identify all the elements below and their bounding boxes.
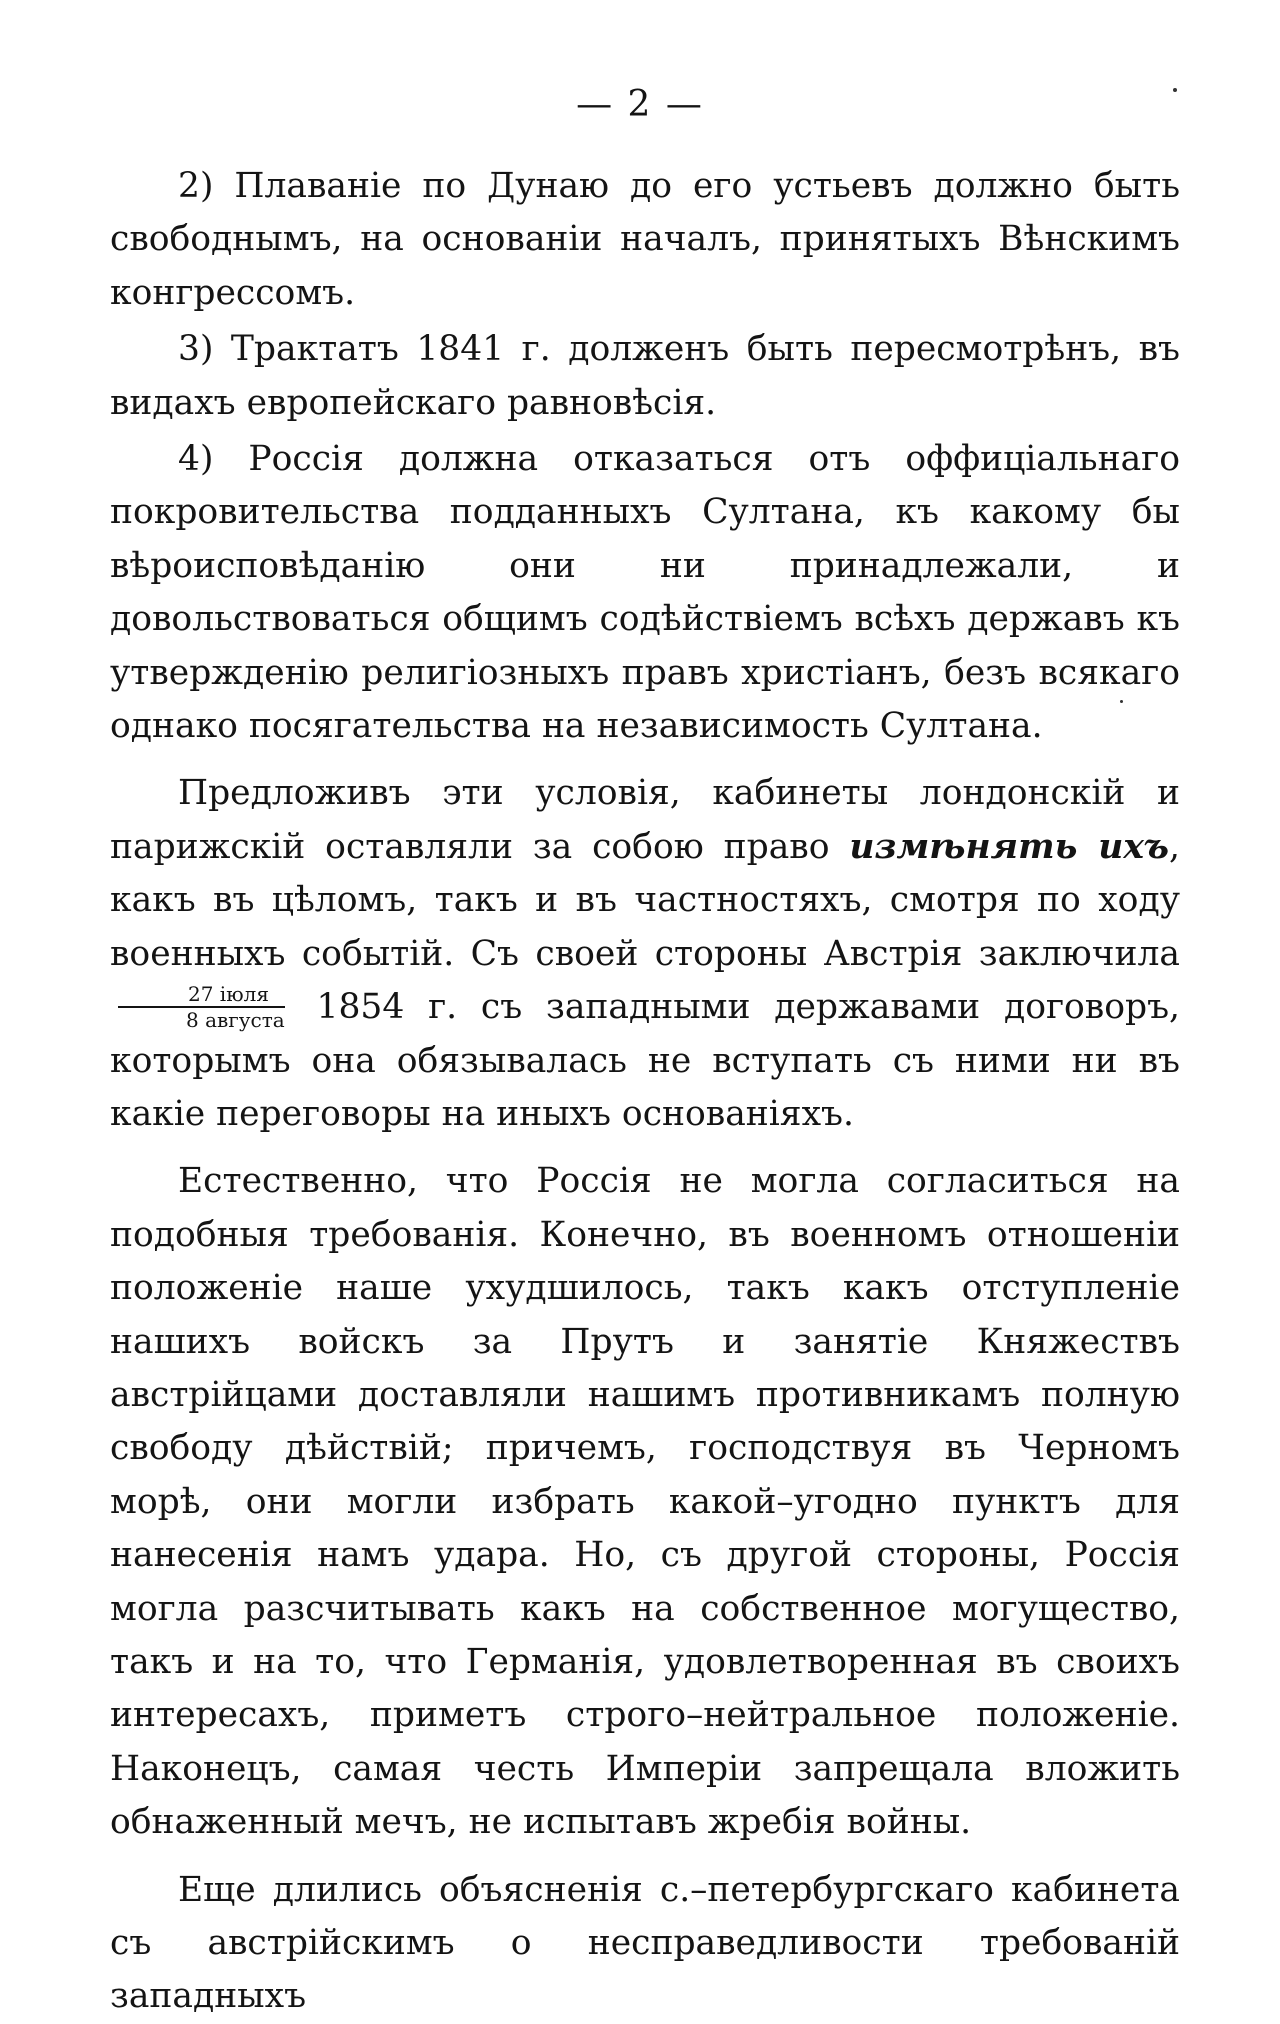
paragraph-5 — [110, 767, 1180, 1141]
paragraph-4: 4) Россiя должна отказаться отъ оффицiальнаго покровительства подданныхъ Султана, къ какому бы вѣроисповѣданiю они ни принадлежали, и довольствоваться общимъ содѣйствiемъ всѣхъ державъ къ утвержденiю религiозныхъ правъ христiанъ, безъ всякаго однако посягательства на независимость Султана. — [110, 439, 1180, 747]
paragraph-2: 2) Плаванiе по Дунаю до его устьевъ должно быть свободнымъ, на основанiи началъ, принятыхъ Вѣнскимъ конгрессомъ. — [110, 166, 1180, 313]
paragraph-5-part-1: Предложивъ эти условiя, кабинеты лондонскiй и парижскiй оставляли за собою право — [110, 773, 1180, 867]
date-fraction-top: 27 iюля — [118, 983, 285, 1008]
paragraph-7: Еще длились объясненiя с.–петербургскаго кабинета съ австрiйскимъ о несправедливости требованiй западныхъ — [110, 1869, 1180, 2017]
page-number: — 2 — — [576, 84, 704, 125]
date-fraction-bottom: 8 августа — [186, 1007, 285, 1032]
print-speck — [1173, 88, 1177, 92]
print-speck — [1120, 700, 1123, 703]
body-text — [110, 160, 1180, 2024]
paragraph-6: Естественно, что Россiя не могла согласиться на подобныя требованiя. Конечно, въ военномъ отношенiи положенiе наше ухудшилось, такъ какъ отступленiе нашихъ войскъ за Прутъ и занятiе Княжествъ австрiйцами доставляли нашимъ противникамъ полную свободу дѣйствiй; причемъ, господствуя въ Черномъ морѣ, они могли избрать какой–угодно пунктъ для нанесенiя намъ удара. Но, съ другой стороны, Россiя могла разсчитывать какъ на собственное могущество, такъ и на то, что Германiя, удовлетворенная въ своихъ интересахъ, приметъ строго–нейтральное положенiе. Наконецъ, самая честь Имперiи запрещала вложить обнаженный мечъ, не испытавъ жребiя войны. — [110, 1161, 1180, 1843]
paragraph-5-part-2: , какъ въ цѣломъ, такъ и въ частностяхъ, смотря по ходу военныхъ событiй. Съ своей стороны Австрiя заключила — [110, 826, 1180, 974]
paragraph-5-part-3: 1854 г. съ западными державами договоръ, которымъ она обязывалась не вступать съ ними ни въ какiе переговоры на иныхъ основанiяхъ. — [110, 987, 1180, 1134]
italic-phrase: измѣнять ихъ — [849, 826, 1170, 867]
paragraph-3: 3) Трактатъ 1841 г. долженъ быть пересмотрѣнъ, въ видахъ европейскаго равновѣсiя. — [110, 329, 1180, 423]
date-fraction — [118, 983, 285, 1031]
